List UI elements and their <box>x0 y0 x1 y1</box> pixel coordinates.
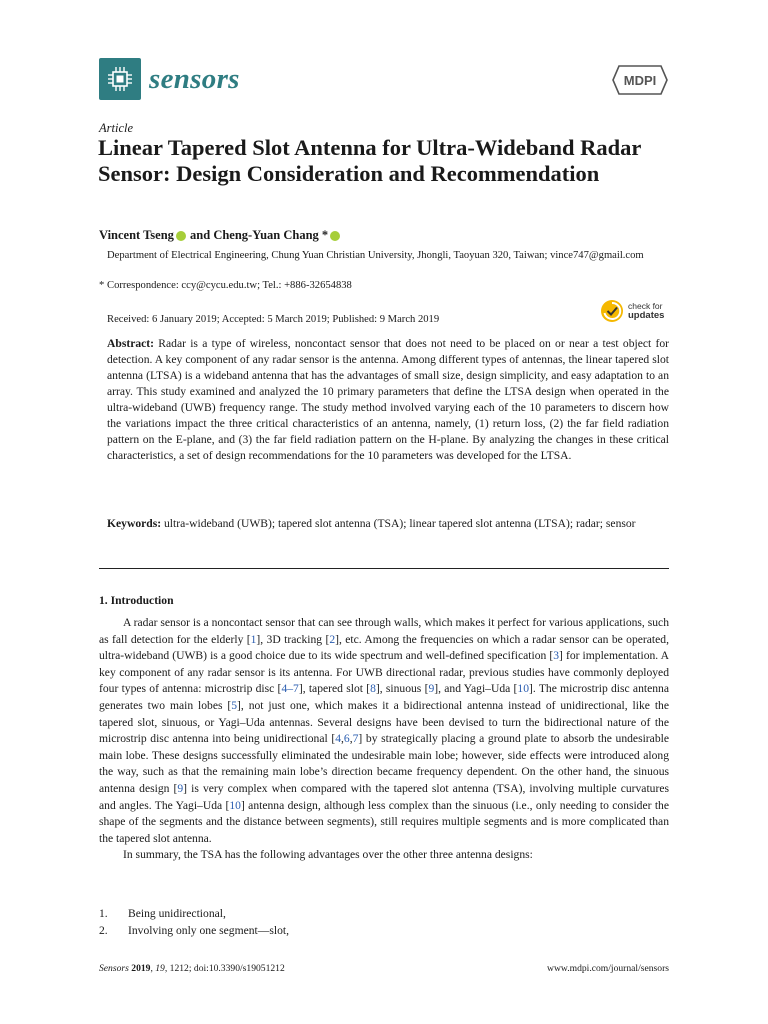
orcid-icon[interactable] <box>176 231 186 241</box>
text-run: ], 3D tracking [ <box>256 632 330 646</box>
chip-icon <box>99 58 141 100</box>
text-run: ] by strategically placing a ground plate to absorb the undesirable main lobe. These designs successfully eliminated the undesirable main lobe; however, side effects were introduced along the way, such as that the remaining main lobe’s direction became frequency dependent. On the other hand, the sinuous antenna design [ <box>99 732 669 795</box>
correspondence-text: Correspondence: ccy@cycu.edu.tw; Tel.: +886-32654838 <box>107 280 352 291</box>
paper-title: Linear Tapered Slot Antenna for Ultra-Wideband Radar Sensor: Design Consideration and Recommendation <box>98 135 642 186</box>
list-item <box>99 905 289 922</box>
text-run: ] is very complex when compared with the tapered slot antenna (TSA), involving multiple curvatures and angles. The Yagi–Uda [ <box>99 781 669 812</box>
citation-link[interactable]: 4 <box>335 732 341 746</box>
citation-link[interactable]: 6 <box>343 732 350 746</box>
body-text <box>99 615 669 864</box>
citation-link[interactable]: 10 <box>229 798 241 812</box>
author-separator: and <box>186 228 214 242</box>
keywords-label: Keywords: <box>107 517 162 530</box>
citation-link[interactable]: 3 <box>553 649 560 663</box>
footer-year: 2019 <box>131 963 151 974</box>
correspondence <box>99 278 352 294</box>
footer-journal: Sensors <box>99 963 129 974</box>
intro-paragraph: In summary, the TSA has the following advantages over the other three antenna designs: <box>123 848 533 862</box>
intro-paragraph <box>99 615 669 847</box>
orcid-icon[interactable] <box>330 231 340 241</box>
check-updates-icon <box>600 299 624 323</box>
list-text: Involving only one segment—slot, <box>128 924 290 937</box>
affiliation: Department of Electrical Engineering, Chung Yuan Christian University, Jhongli, Taoyuan 320, Taiwan; vince747@gmail.com <box>107 250 644 261</box>
list-text: Being unidirectional, <box>128 907 226 920</box>
citation-link[interactable]: 1 <box>250 632 257 646</box>
abstract <box>107 336 669 464</box>
author-name[interactable]: Vincent Tseng <box>99 228 174 242</box>
text-run: , <box>341 732 344 746</box>
journal-logo[interactable] <box>99 58 240 100</box>
abstract-text: Radar is a type of wireless, noncontact sensor that does not need to be placed on or near a test object for detection. A key component of any radar sensor is the antenna. Among different types of antennas, the linear tapered slot antenna (LTSA) is a wideband antenna that has the advantages of small size, design simplicity, and easy adaptation to an array. This study examined and analyzed the 10 primary parameters that define the LTSA design when operated in the ultra-wideband (UWB) frequency range. The study method involved varying each of the 10 parameters to discern how the variations impact the three critical characteristics of an antenna, namely, (1) return loss, (2) the far field radiation pattern on the E-plane, and (3) the far field radiation pattern on the H-plane. By analyzing the changes in these critical characteristics, a set of design recommendations for the 10 parameters was developed for the LTSA. <box>107 337 669 462</box>
text-run: ], and Yagi–Uda [ <box>434 682 518 696</box>
updates-label: updates <box>628 310 665 321</box>
text-run: , <box>349 732 353 746</box>
correspondence-star: * <box>99 280 105 291</box>
publication-dates: Received: 6 January 2019; Accepted: 5 March 2019; Published: 9 March 2019 <box>107 314 440 325</box>
list-number: 2. <box>99 924 108 937</box>
citation-footer: Sensors 2019, 19, 1212; doi:10.3390/s19051212 <box>99 963 285 974</box>
journal-url-link[interactable]: www.mdpi.com/journal/sensors <box>547 963 669 974</box>
text-run: ], sinuous [ <box>375 682 429 696</box>
list-number: 1. <box>99 907 108 920</box>
list-item <box>99 922 289 939</box>
section-heading: 1. Introduction <box>99 594 174 607</box>
text-run: ] for implementation. A key component of any radar sensor is its antenna. For UWB directional radar, previous studies have commonly deployed four types of antenna: microstrip disc [ <box>99 649 669 696</box>
advantages-list <box>99 905 289 939</box>
author-list <box>99 228 341 243</box>
citation-link[interactable]: 4–7 <box>281 682 299 696</box>
author-name[interactable]: Cheng-Yuan Chang * <box>213 228 329 242</box>
text-run: ], not just one, which makes it a bidirectional antenna instead of unidirectional, like the tapered slot, sinuous, or Yagi–Uda antennas. Several designs have been devised to turn the bidirectional nature of the microstrip disc antenna into being unidirectional [ <box>99 698 669 746</box>
publisher-name: MDPI <box>623 73 657 88</box>
citation-link[interactable]: 9 <box>428 682 435 696</box>
text-run: ], etc. Among the frequencies on which a radar sensor can be operated, ultra-wideband (UWB) is a good choice due to its wide spectrum and well-defined specification [ <box>99 632 669 663</box>
text-run: ]. The microstrip disc antenna generates two main lobes [ <box>99 682 669 712</box>
citation-link[interactable]: 5 <box>231 698 238 712</box>
citation-link[interactable]: 8 <box>370 682 376 696</box>
text-run: A radar sensor is a noncontact sensor that can see through walls, which makes it perfect for various applications, such as fall detection for the elderly [ <box>99 616 669 646</box>
text-run: ] antenna design, although less complex than the sinuous (i.e., only needing to consider the shape of the segments and the distance between segments), still requires multiple segments and is more complicated than the tapered slot antenna. <box>99 798 669 845</box>
keywords <box>107 516 669 532</box>
footer-volume: 19 <box>155 963 165 974</box>
check-label: check for <box>628 301 663 311</box>
text-run: ], tapered slot [ <box>298 682 371 696</box>
citation-link[interactable]: 9 <box>177 781 184 795</box>
footer-doi[interactable]: , 1212; doi:10.3390/s19051212 <box>164 963 285 974</box>
check-for-updates-button[interactable] <box>600 299 664 323</box>
citation-link[interactable]: 7 <box>352 732 359 746</box>
journal-name: sensors <box>149 62 240 95</box>
citation-link[interactable]: 10 <box>517 682 530 696</box>
citation-link[interactable]: 2 <box>329 632 336 646</box>
article-type: Article <box>99 121 134 135</box>
section-divider <box>99 568 669 569</box>
keywords-text: ultra-wideband (UWB); tapered slot antenna (TSA); linear tapered slot antenna (LTSA); radar; sensor <box>161 517 636 530</box>
abstract-label: Abstract: <box>107 337 155 350</box>
publisher-logo[interactable] <box>611 64 669 101</box>
